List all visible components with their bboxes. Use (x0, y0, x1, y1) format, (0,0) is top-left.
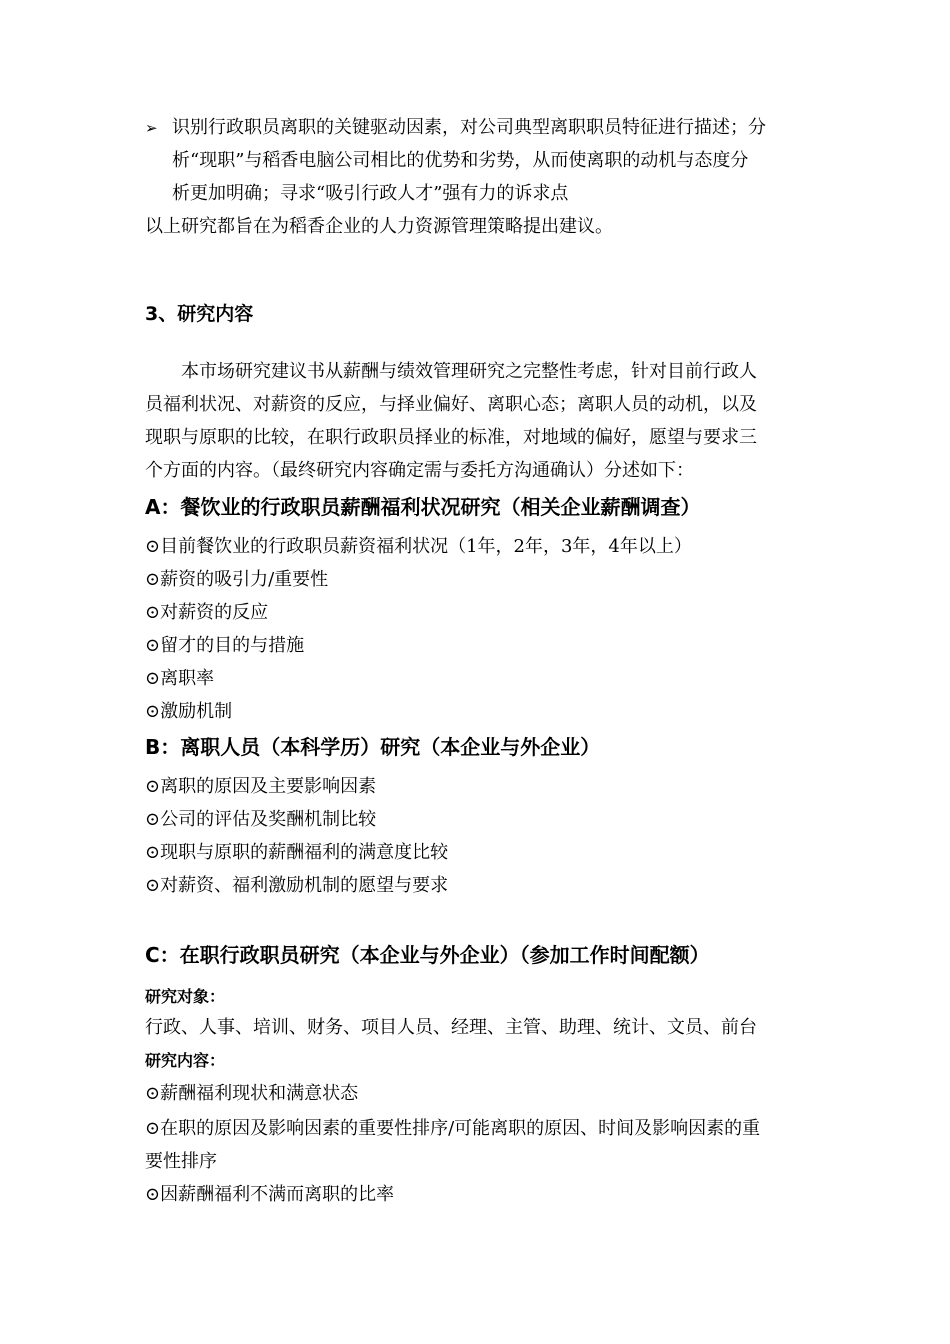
section-heading: 3、研究内容 (145, 303, 254, 325)
list-item: ⊙薪资的吸引力/重要性 (145, 569, 329, 590)
paragraph-line: 个方面的内容。（最终研究内容确定需与委托方沟通确认）分述如下： (145, 460, 694, 481)
arrow-bullet-icon: ➢ (145, 119, 158, 137)
objects-text: 行政、人事、培训、财务、项目人员、经理、主管、助理、统计、文员、前台 (145, 1017, 757, 1038)
content-label: 研究内容： (145, 1051, 226, 1070)
list-item: ⊙激励机制 (145, 701, 233, 722)
list-item: ⊙离职的原因及主要影响因素 (145, 776, 377, 797)
bullet-line: 识别行政职员离职的关键驱动因素，对公司典型离职职员特征进行描述；分 (172, 117, 766, 138)
list-item: ⊙对薪资、福利激励机制的愿望与要求 (145, 875, 449, 896)
list-item-continued: 要性排序 (145, 1151, 217, 1172)
part-b-heading: B：离职人员（本科学历）研究（本企业与外企业） (145, 735, 601, 759)
list-item: ⊙公司的评估及奖酬机制比较 (145, 809, 377, 830)
list-item: ⊙因薪酬福利不满而离职的比率 (145, 1184, 395, 1205)
objects-label: 研究对象： (145, 987, 226, 1006)
paragraph-line: 员福利状况、对薪资的反应，与择业偏好、离职心态；离职人员的动机，以及 (145, 394, 757, 415)
summary-text: 以上研究都旨在为稻香企业的人力资源管理策略提出建议。 (145, 216, 613, 237)
list-item: ⊙离职率 (145, 668, 215, 689)
part-a-heading: A：餐饮业的行政职员薪酬福利状况研究（相关企业薪酬调查） (145, 495, 701, 519)
list-item: ⊙目前餐饮业的行政职员薪资福利状况（1年，2年，3年，4年以上） (145, 536, 692, 557)
list-item: ⊙现职与原职的薪酬福利的满意度比较 (145, 842, 449, 863)
paragraph-line: 现职与原职的比较，在职行政职员择业的标准，对地域的偏好，愿望与要求三 (145, 427, 757, 448)
paragraph-line: 本市场研究建议书从薪酬与绩效管理研究之完整性考虑，针对目前行政人 (181, 361, 757, 382)
part-c-heading: C：在职行政职员研究（本企业与外企业）（参加工作时间配额） (145, 943, 710, 967)
list-item: ⊙在职的原因及影响因素的重要性排序/可能离职的原因、时间及影响因素的重 (145, 1118, 761, 1139)
list-item: ⊙薪酬福利现状和满意状态 (145, 1083, 359, 1104)
bullet-line: 析更加明确；寻求“吸引行政人才”强有力的诉求点 (172, 183, 569, 204)
list-item: ⊙留才的目的与措施 (145, 635, 305, 656)
bullet-line: 析“现职”与稻香电脑公司相比的优势和劣势，从而使离职的动机与态度分 (172, 150, 749, 171)
list-item: ⊙对薪资的反应 (145, 602, 269, 623)
